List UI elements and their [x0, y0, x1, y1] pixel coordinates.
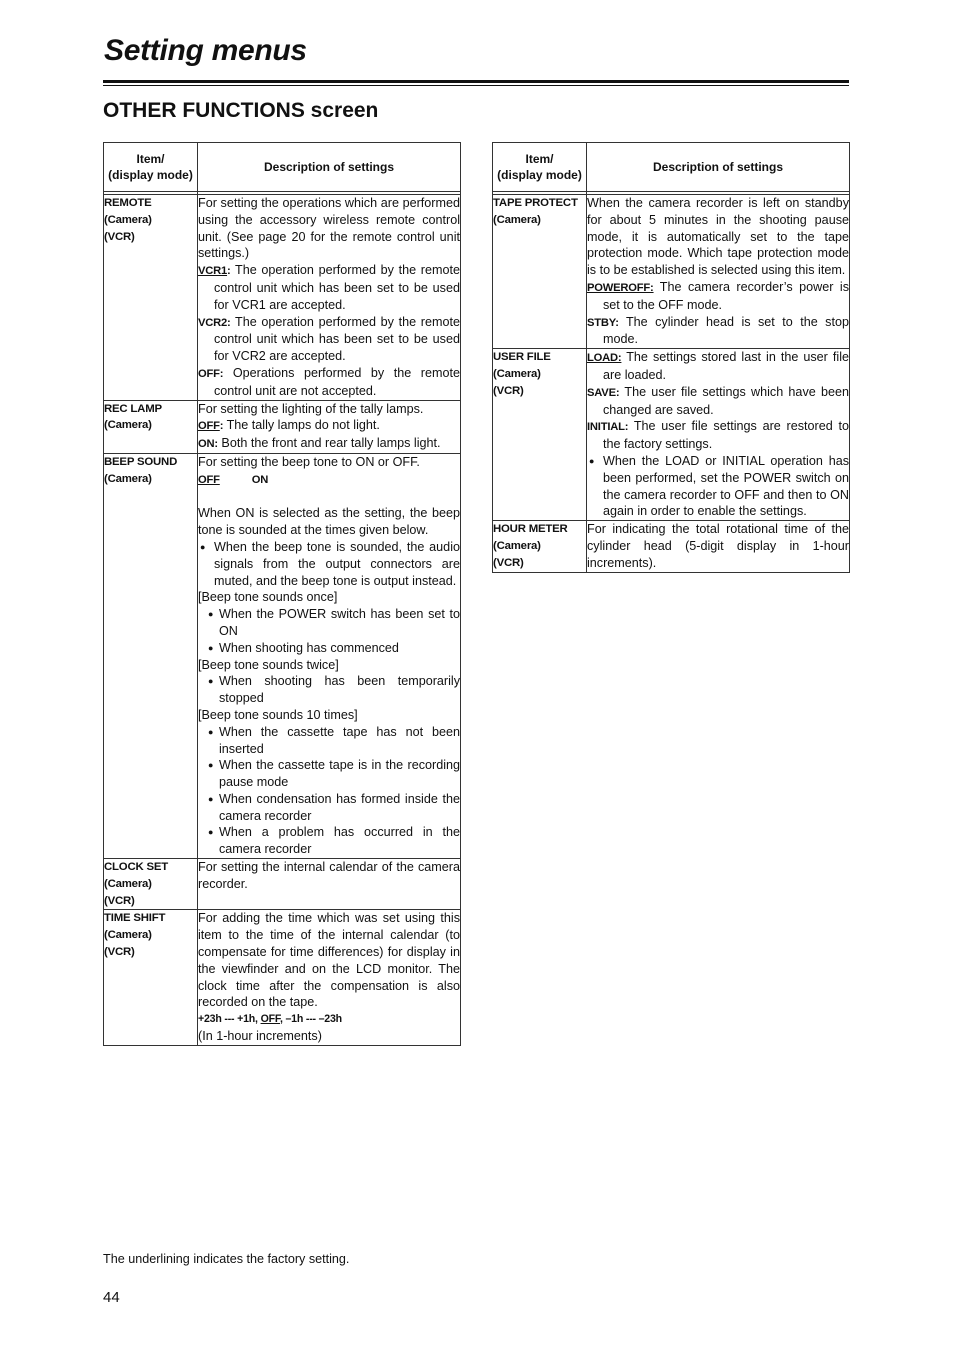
item-mode: (Camera) [493, 213, 541, 226]
table-row-rec-lamp [104, 400, 461, 453]
table-header-row [493, 143, 850, 192]
title-rule-thin [103, 85, 849, 86]
option-on [198, 435, 460, 453]
title-rule-thick [103, 80, 849, 83]
description-text: For setting the operations which are performed using the accessory wireless remote control unit. (See page 20 for the remote control unit settings.) [198, 196, 460, 261]
table-row-time-shift [104, 910, 461, 1045]
item-mode: (Camera) [104, 472, 152, 485]
item-mode: (Camera) [104, 877, 152, 890]
option-text: Both the front and rear tally lamps light. [217, 436, 441, 451]
item-cell [104, 453, 198, 858]
option-vcr2 [198, 314, 460, 365]
bullet-item: ● When the POWER switch has been set to ON [208, 606, 460, 640]
range-values [198, 1011, 460, 1028]
option-text: The user file settings which have been changed are saved. [603, 384, 849, 417]
description-text: When ON is selected as the setting, the beep tone is sounded at the times given below. [198, 506, 460, 538]
item-name: TAPE PROTECT [493, 197, 578, 209]
table-row-remote [104, 195, 461, 401]
option-text: The operation performed by the remote control unit which has been set to be used for VCR1 are accepted. [214, 263, 460, 312]
description-column-header: Description of settings [198, 143, 461, 192]
item-name: HOUR METER [493, 523, 568, 536]
item-mode: (VCR) [104, 894, 135, 907]
option-text: The tally lamps do not light. [223, 418, 380, 433]
option-initial [587, 418, 849, 453]
bullet-item: ● When shooting has been temporarily stopped [208, 673, 460, 707]
sub-heading: [Beep tone sounds twice] [198, 657, 339, 672]
item-cell [104, 859, 198, 910]
description-text: For setting the lighting of the tally lamps. [198, 401, 424, 416]
item-header-line1: Item/ [136, 152, 165, 166]
sub-heading: [Beep tone sounds 10 times] [198, 707, 358, 722]
table-row-hour-meter [493, 521, 850, 572]
page-title: Setting menus [104, 34, 307, 67]
item-mode: (VCR) [104, 230, 135, 243]
bullet-item: ● When the LOAD or INITIAL operation has been performed, set the POWER switch on the camera recorder to OFF and then to ON again in order to enable the settings. [587, 453, 849, 520]
option-load [587, 349, 849, 384]
description-column-header: Description of settings [587, 143, 850, 192]
item-name: REMOTE [104, 197, 152, 209]
option-poweroff [587, 279, 849, 314]
range-end: , –1h --- –23h [279, 1013, 342, 1026]
option-key: SAVE: [587, 386, 620, 399]
bullet-item: ● When a problem has occurred in the camera recorder [208, 824, 460, 858]
bullet-item: ● When the cassette tape is in the recording pause mode [208, 757, 460, 791]
option-text: The cylinder head is set to the stop mode. [603, 314, 849, 347]
option-save [587, 384, 849, 419]
option-text: The camera recorder’s power is set to the OFF mode. [603, 279, 849, 312]
item-name: TIME SHIFT [104, 912, 166, 925]
option-list [198, 471, 460, 489]
range-note: (In 1-hour increments) [198, 1029, 322, 1044]
item-header-line2: (display mode) [497, 168, 582, 182]
item-cell [104, 400, 198, 453]
description-text: For adding the time which was set using this item to the time of the internal calendar (to compensate for time differences) for display in the viewfinder and on the LCD monitor. The clock time after the compensation is also recorded on the tape. [198, 911, 460, 1010]
left-settings-table [103, 142, 461, 1046]
description-cell [198, 859, 461, 910]
item-mode: (VCR) [104, 946, 135, 959]
table-header-row [104, 143, 461, 192]
option-off: OFF: The tally lamps do not light. [198, 418, 380, 433]
description-cell [587, 521, 850, 572]
option-vcr1: VCR1: The operation performed by the remote control unit which has been set to be used for VCR1 are accepted. [198, 263, 460, 312]
item-column-header [104, 143, 198, 192]
option-on: ON [251, 473, 269, 486]
option-key: INITIAL: [587, 421, 629, 434]
table-row-beep-sound [104, 453, 461, 858]
item-name: USER FILE [493, 351, 551, 364]
range-default: OFF [260, 1013, 280, 1026]
option-key: ON: [198, 438, 218, 451]
item-mode: (Camera) [493, 539, 541, 552]
bullet-item: ● When condensation has formed inside the camera recorder [208, 791, 460, 825]
item-cell [104, 910, 198, 1045]
option-text: The user file settings are restored to the factory settings. [603, 419, 849, 452]
option-key: POWEROFF: [587, 281, 654, 294]
description-cell [198, 400, 461, 453]
table-row-clock-set [104, 859, 461, 910]
bullet-item: ● When shooting has commenced [208, 640, 460, 657]
option-stby [587, 314, 849, 349]
description-cell [587, 195, 850, 349]
footnote: The underlining indicates the factory setting. [103, 1252, 350, 1266]
description-text: For indicating the total rotational time of the cylinder head (5-digit display in 1-hour increments). [587, 522, 849, 570]
description-text: When the camera recorder is left on standby for about 5 minutes in the shooting pause mode, it is automatically set to the tape protection mode. Which tape protection mode is to be established is selected using this item. [587, 196, 849, 278]
item-mode: (Camera) [104, 419, 152, 432]
item-cell [493, 349, 587, 521]
description-cell [198, 453, 461, 858]
range-start: +23h --- +1h, [198, 1013, 261, 1026]
description-cell [198, 910, 461, 1045]
option-text: The settings stored last in the user file are loaded. [603, 350, 849, 382]
item-name: BEEP SOUND [104, 455, 178, 468]
option-text: Operations performed by the remote control unit are not accepted. [214, 365, 460, 398]
item-cell [493, 521, 587, 572]
sub-heading: [Beep tone sounds once] [198, 590, 338, 605]
item-mode: (VCR) [493, 384, 524, 397]
description-text: For setting the internal calendar of the camera recorder. [198, 860, 460, 891]
description-cell [587, 349, 850, 521]
item-cell [104, 195, 198, 401]
bullet-item: ● When the cassette tape has not been inserted [208, 724, 460, 758]
option-key: LOAD: [587, 352, 622, 365]
option-key: STBY: [587, 316, 619, 329]
bullet-item: ● When the beep tone is sounded, the audio signals from the output connectors are muted, and the beep tone is output instead. [198, 539, 460, 589]
item-mode: (Camera) [104, 929, 152, 942]
item-mode: (Camera) [104, 213, 152, 226]
right-settings-table [492, 142, 850, 573]
item-name: CLOCK SET [104, 861, 169, 874]
option-off: OFF [198, 473, 220, 486]
item-column-header [493, 143, 587, 192]
option-key: VCR2: [198, 316, 231, 329]
item-mode: (Camera) [493, 367, 541, 380]
item-header-line2: (display mode) [108, 168, 193, 182]
option-key: OFF [198, 420, 220, 433]
description-text: For setting the beep tone to ON or OFF. [198, 454, 420, 469]
page-number: 44 [103, 1289, 120, 1306]
option-key: VCR1 [198, 265, 228, 278]
section-heading: OTHER FUNCTIONS screen [103, 99, 379, 122]
item-header-line1: Item/ [525, 152, 554, 166]
item-name: REC LAMP [104, 402, 162, 415]
option-key: OFF: [198, 367, 224, 380]
table-row-user-file [493, 349, 850, 521]
table-row-tape-protect [493, 195, 850, 349]
item-mode: (VCR) [493, 556, 524, 569]
item-cell [493, 195, 587, 349]
option-text: The operation performed by the remote control unit which has been set to be used for VCR2 are accepted. [214, 314, 460, 364]
description-cell [198, 195, 461, 401]
option-off [198, 365, 460, 400]
